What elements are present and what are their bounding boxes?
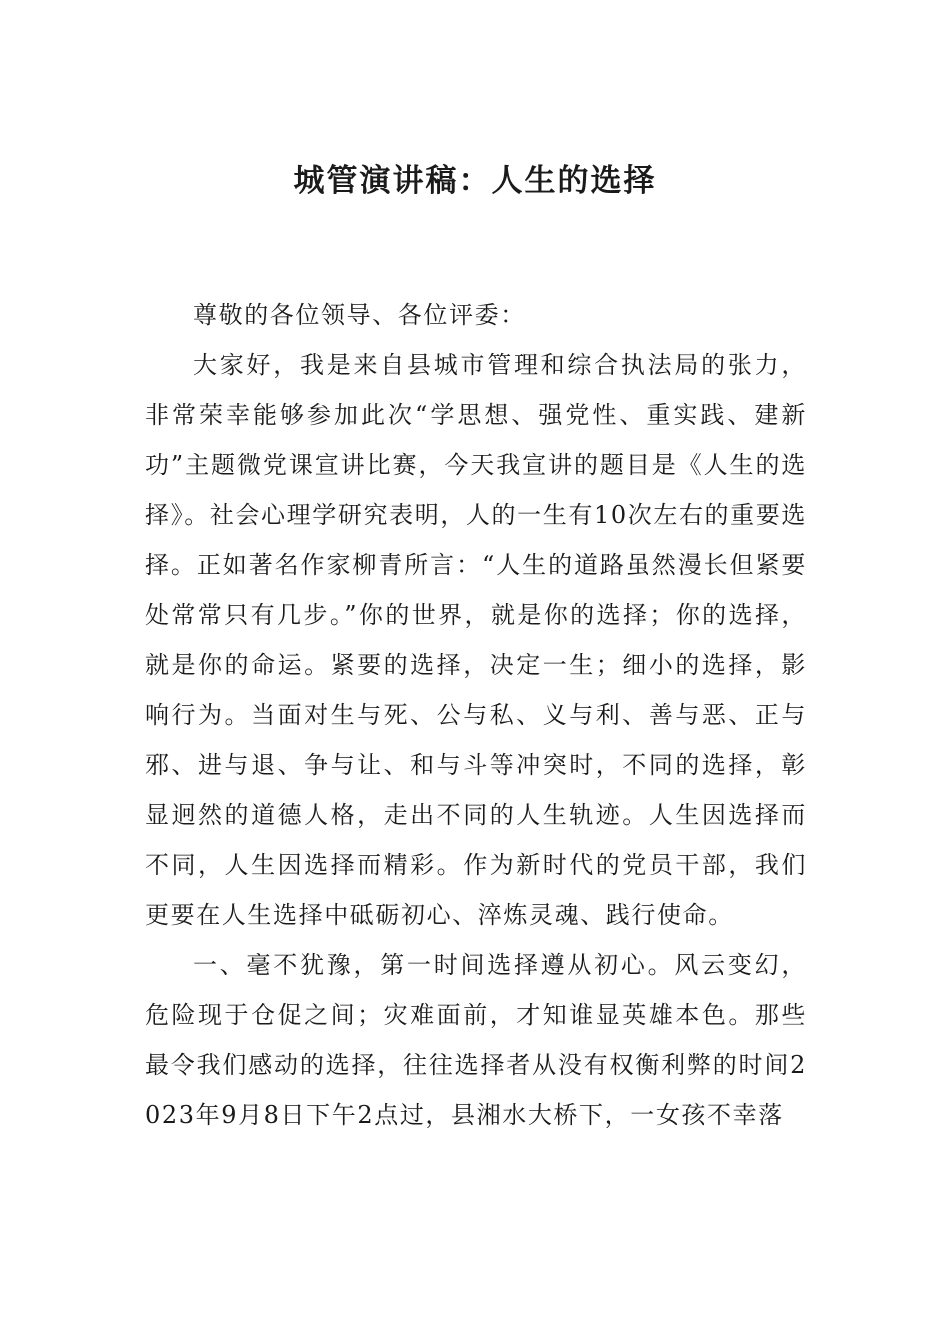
document-body (145, 290, 807, 1140)
section-one-paragraph: 一、毫不犹豫，第一时间选择遵从初心。风云变幻，危险现于仓促之间；灾难面前，才知谁显英雄本色。那些最令我们感动的选择，往往选择者从没有权衡利弊的时间2023年9月8日下午2点过，县湘水大桥下，一女孩不幸落 (145, 951, 807, 1129)
intro-paragraph: 大家好，我是来自县城市管理和综合执法局的张力，非常荣幸能够参加此次“学思想、强党性、重实践、建新功”主题微党课宣讲比赛，今天我宣讲的题目是《人生的选择》。社会心理学研究表明，人的一生有10次左右的重要选择。正如著名作家柳青所言：“人生的道路虽然漫长但紧要处常常只有几步。”你的世界，就是你的选择；你的选择，就是你的命运。紧要的选择，决定一生；细小的选择，影响行为。当面对生与死、公与私、义与利、善与恶、正与邪、进与退、争与让、和与斗等冲突时，不同的选择，彰显迥然的道德人格，走出不同的人生轨迹。人生因选择而不同，人生因选择而精彩。作为新时代的党员干部，我们更要在人生选择中砥砺初心、淬炼灵魂、践行使命。 (145, 351, 807, 929)
document-title: 城管演讲稿：人生的选择 (293, 163, 657, 199)
salutation-paragraph: 尊敬的各位领导、各位评委： (193, 301, 526, 329)
